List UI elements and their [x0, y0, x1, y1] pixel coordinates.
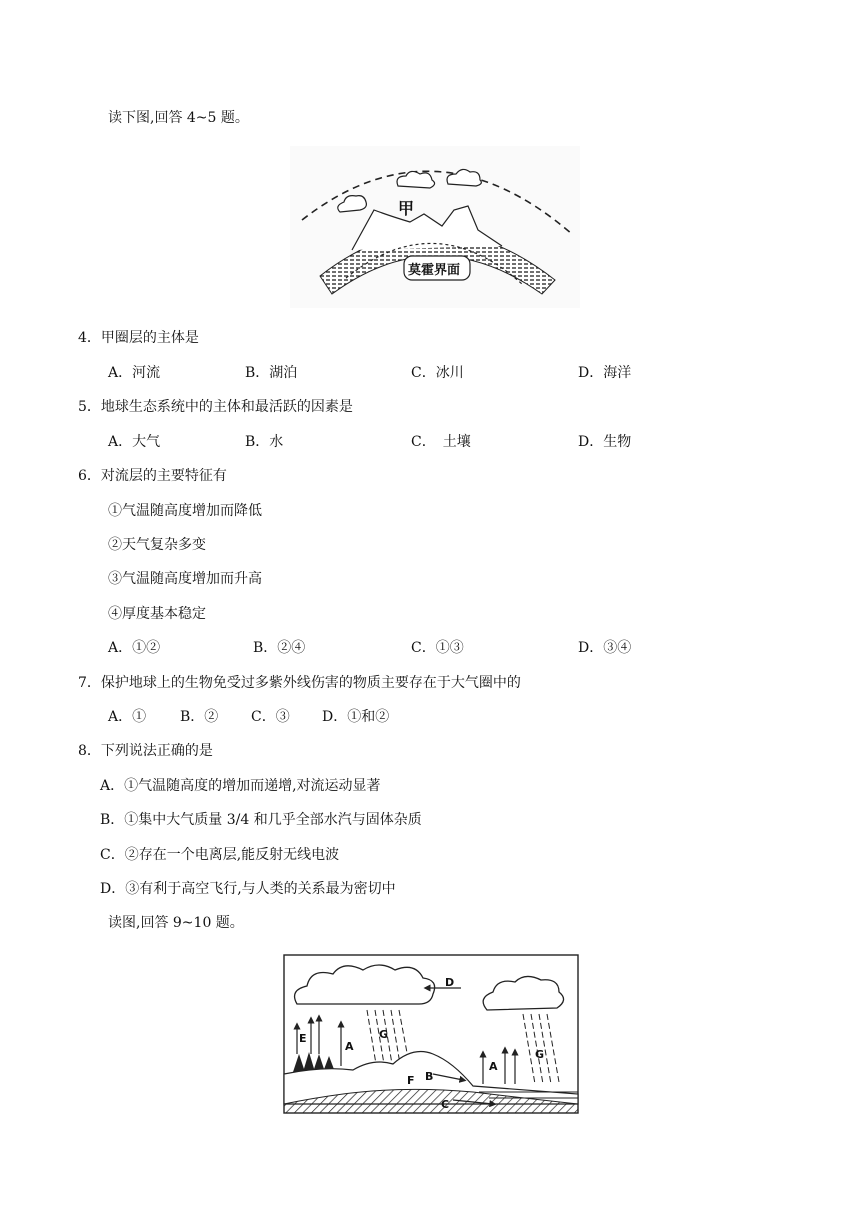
q6-item-4: ④厚度基本稳定 [108, 606, 206, 622]
q4-option-b[interactable]: B．湖泊 [245, 365, 298, 381]
label-a-left: A [345, 1040, 354, 1053]
q4-stem: 4．甲圈层的主体是 [78, 330, 199, 346]
q5-option-d[interactable]: D．生物 [578, 434, 632, 450]
q6-option-a[interactable]: A．①② [108, 640, 161, 656]
q7-option-c[interactable]: C．③ [251, 709, 290, 725]
q6-option-d[interactable]: D．③④ [578, 640, 632, 656]
q5-option-c[interactable]: C． 土壤 [411, 434, 471, 450]
q8-stem: 8．下列说法正确的是 [78, 743, 213, 759]
q4-option-d[interactable]: D．海洋 [578, 365, 632, 381]
label-moho: 莫霍界面 [408, 263, 461, 278]
q6-stem: 6．对流层的主要特征有 [78, 468, 227, 484]
label-d: D [445, 976, 455, 989]
q4-option-c[interactable]: C．冰川 [411, 365, 464, 381]
label-e: E [299, 1032, 307, 1045]
q5-stem: 5．地球生态系统中的主体和最活跃的因素是 [78, 399, 353, 415]
intro-text-4-5: 读下图,回答 4~5 题。 [108, 110, 249, 126]
q6-item-1: ①气温随高度增加而降低 [108, 503, 262, 519]
q8-option-a[interactable]: A．①气温随高度的增加而递增,对流运动显著 [100, 778, 381, 794]
intro-text-9-10: 读图,回答 9~10 题。 [108, 915, 244, 931]
q7-option-a[interactable]: A．① [108, 709, 147, 725]
earth-spheres-diagram [290, 146, 580, 308]
q6-item-2: ②天气复杂多变 [108, 537, 206, 553]
q8-option-c[interactable]: C．②存在一个电离层,能反射无线电波 [100, 847, 340, 863]
q7-stem: 7．保护地球上的生物免受过多紫外线伤害的物质主要存在于大气圈中的 [78, 675, 521, 691]
q7-option-b[interactable]: B．② [180, 709, 219, 725]
label-g-left: G [379, 1028, 389, 1041]
q6-item-3: ③气温随高度增加而升高 [108, 571, 262, 587]
water-cycle-diagram [283, 954, 579, 1114]
label-f: F [407, 1074, 415, 1087]
label-g-right: G [535, 1048, 545, 1061]
label-jia: 甲 [398, 199, 415, 218]
label-c: C [441, 1098, 450, 1111]
q6-option-b[interactable]: B．②④ [253, 640, 306, 656]
q5-option-a[interactable]: A．大气 [108, 434, 161, 450]
q4-option-a[interactable]: A．河流 [108, 365, 161, 381]
label-b: B [425, 1070, 434, 1083]
label-a-right: A [489, 1060, 498, 1073]
q7-option-d[interactable]: D．①和② [322, 709, 390, 725]
q6-option-c[interactable]: C．①③ [411, 640, 464, 656]
q8-option-d[interactable]: D．③有利于高空飞行,与人类的关系最为密切中 [100, 881, 396, 897]
q8-option-b[interactable]: B．①集中大气质量 3/4 和几乎全部水汽与固体杂质 [100, 812, 422, 828]
q5-option-b[interactable]: B．水 [245, 434, 284, 450]
